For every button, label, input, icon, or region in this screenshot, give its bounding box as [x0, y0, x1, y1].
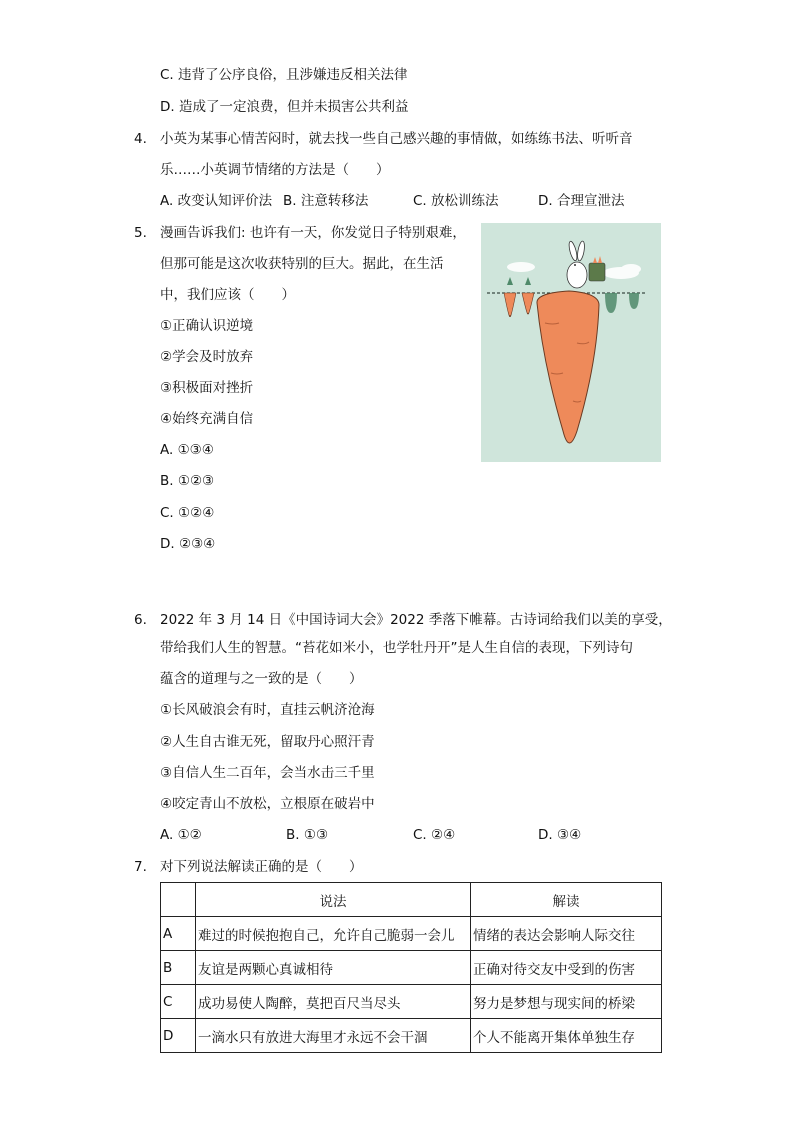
q6-stem-line2: 带给我们人生的智慧。“苔花如米小，也学牡丹开”是人生自信的表现，下列诗句 [160, 640, 633, 656]
table-cell-interpretation: 个人不能离开集体单独生存 [471, 1019, 662, 1053]
q4-option-b: B. 注意转移法 [283, 193, 369, 209]
q5-stem-line1: 漫画告诉我们: 也许有一天，你发觉日子特别艰难， [160, 225, 466, 241]
q5-statement-4: ④始终充满自信 [160, 411, 254, 427]
table-cell-label: C [161, 985, 196, 1019]
table-cell-saying: 一滴水只有放进大海里才永远不会干涸 [196, 1019, 471, 1053]
table-header-cell: 说法 [196, 883, 471, 917]
q6-option-b: B. ①③ [286, 827, 329, 843]
q5-option-b: B. ①②③ [160, 473, 215, 489]
q3-option-c: C. 违背了公序良俗，且涉嫌违反相关法律 [160, 67, 408, 83]
q6-stem-line1: 2022 年 3 月 14 日《中国诗词大会》2022 季落下帷幕。古诗词给我们以美的享受， [160, 612, 672, 628]
q6-statement-4: ④咬定青山不放松，立根原在破岩中 [160, 796, 375, 812]
table-cell-interpretation: 正确对待交友中受到的伤害 [471, 951, 662, 985]
q5-statement-2: ②学会及时放弃 [160, 349, 254, 365]
carrot-cartoon-illustration [481, 223, 661, 462]
table-row [161, 1019, 662, 1053]
table-row [161, 985, 662, 1019]
q6-option-d: D. ③④ [538, 827, 582, 843]
q4-option-c: C. 放松训练法 [413, 193, 499, 209]
table-header-row [161, 883, 662, 917]
q5-number: 5. [134, 225, 147, 241]
q5-option-d: D. ②③④ [160, 536, 216, 552]
table-cell-label: B [161, 951, 196, 985]
q5-statement-3: ③积极面对挫折 [160, 380, 254, 396]
q6-option-a: A. ①② [160, 827, 202, 843]
table-cell-saying: 友谊是两颗心真诚相待 [196, 951, 471, 985]
table-header-cell [161, 883, 196, 917]
q5-option-a: A. ①③④ [160, 442, 214, 458]
table-cell-label: D [161, 1019, 196, 1053]
q6-number: 6. [134, 612, 147, 628]
table-cell-saying: 难过的时候抱抱自己，允许自己脆弱一会儿 [196, 917, 471, 951]
q6-statement-3: ③自信人生二百年，会当水击三千里 [160, 765, 375, 781]
table-cell-saying: 成功易使人陶醉，莫把百尺当尽头 [196, 985, 471, 1019]
q6-statement-2: ②人生自古谁无死，留取丹心照汗青 [160, 734, 375, 750]
q5-option-c: C. ①②④ [160, 505, 215, 521]
q4-option-a: A. 改变认知评价法 [160, 193, 273, 209]
q4-option-d: D. 合理宣泄法 [538, 193, 625, 209]
q6-statement-1: ①长风破浪会有时，直挂云帆济沧海 [160, 702, 375, 718]
q6-option-c: C. ②④ [413, 827, 456, 843]
table-row [161, 951, 662, 985]
q4-stem-line2: 乐……小英调节情绪的方法是（ ） [160, 162, 390, 178]
q5-stem-line2: 但那可能是这次收获特别的巨大。据此，在生活 [160, 256, 444, 272]
table-cell-interpretation: 情绪的表达会影响人际交往 [471, 917, 662, 951]
q7-table [160, 882, 662, 1053]
q4-number: 4. [134, 131, 147, 147]
q7-number: 7. [134, 859, 147, 875]
table-cell-label: A [161, 917, 196, 951]
q4-stem-line1: 小英为某事心情苦闷时，就去找一些自己感兴趣的事情做，如练练书法、听听音 [160, 131, 633, 147]
q5-stem-line3: 中，我们应该（ ） [160, 287, 295, 303]
table-row [161, 917, 662, 951]
table-header-cell: 解读 [471, 883, 662, 917]
table-cell-interpretation: 努力是梦想与现实间的桥梁 [471, 985, 662, 1019]
q3-option-d: D. 造成了一定浪费，但并未损害公共利益 [160, 99, 409, 115]
q7-stem: 对下列说法解读正确的是（ ） [160, 859, 363, 875]
q6-stem-line3: 蕴含的道理与之一致的是（ ） [160, 671, 363, 687]
q5-statement-1: ①正确认识逆境 [160, 318, 254, 334]
